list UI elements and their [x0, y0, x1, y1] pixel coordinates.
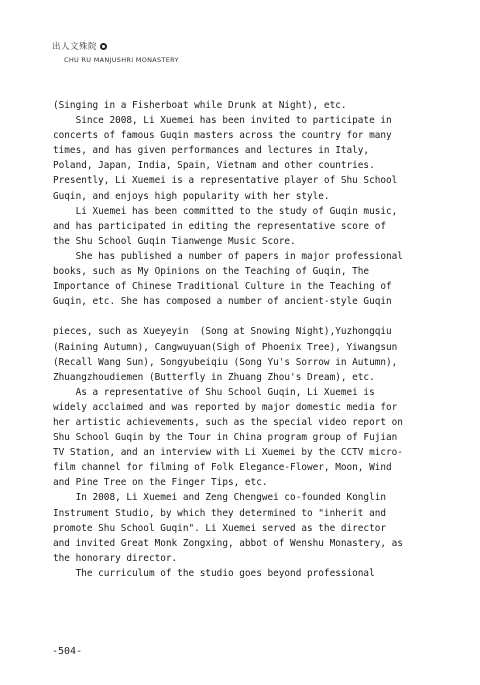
paragraph: (Singing in a Fisherboat while Drunk at Night), etc.	[53, 100, 347, 111]
paragraph: In 2008, Li Xuemei and Zeng Chengwei co-founded Konglin Instrument Studio, by which they determined to "inherit and promote Shu School Guqin". Li Xuemei served as the director and invited Great Monk Zongxing, abbot of Wenshu Monastery, as the honorary director.	[53, 492, 403, 564]
circle-icon	[100, 43, 107, 50]
paragraph: Since 2008, Li Xuemei has been invited to participate in concerts of famous Guqin masters across the country for many times, and has given performances and lectures in Italy, Poland, Japan, India, Spain, Vietnam and other countries. Presently, Li Xuemei is a representative player of Shu School Guqin, and enjoys high popularity with her style.	[53, 115, 398, 202]
header-subtitle: CHU RU MANJUSHRI MONASTERY	[64, 56, 179, 64]
paragraph: Li Xuemei has been committed to the study of Guqin music, and has participated in editing the representative score of the Shu School Guqin Tianwenge Music Score.	[53, 205, 398, 247]
running-header	[52, 40, 179, 64]
body-text	[53, 98, 425, 581]
header-title: 出人文殊院	[52, 42, 98, 52]
paragraph: As a representative of Shu School Guqin, Li Xuemei is widely acclaimed and was reported by major domestic media for her artistic achievements, such as the special video report on Shu School Guqin by the Tour in China program group of Fujian TV Station, and an interview with Li Xuemei by the CCTV micro- film channel for filming of Folk Elegance-Flower, Moon, Wind and Pine Tree on the Finger Tips, etc.	[53, 386, 403, 489]
paragraph: She has published a number of papers in major professional books, such as My Opinions on the Teaching of Guqin, The Importance of Chinese Traditional Culture in the Teaching of Guqin, etc. She has composed a number of ancient-style Guqin pieces, such as Xueyeyin (Song at Snowing Night),Yuzhongqiu (Raining Autumn), Cangwuyuan(Sigh of Phoenix Tree), Yiwangsun (Recall Wang Sun), Songyubeiqiu (Song Yu's Sorrow in Autumn), Zhuangzhoudiemen (Butterfly in Zhuang Zhou's Dream), etc.	[53, 250, 403, 383]
page-number: -504-	[52, 646, 83, 657]
paragraph: The curriculum of the studio goes beyond professional	[53, 567, 375, 579]
